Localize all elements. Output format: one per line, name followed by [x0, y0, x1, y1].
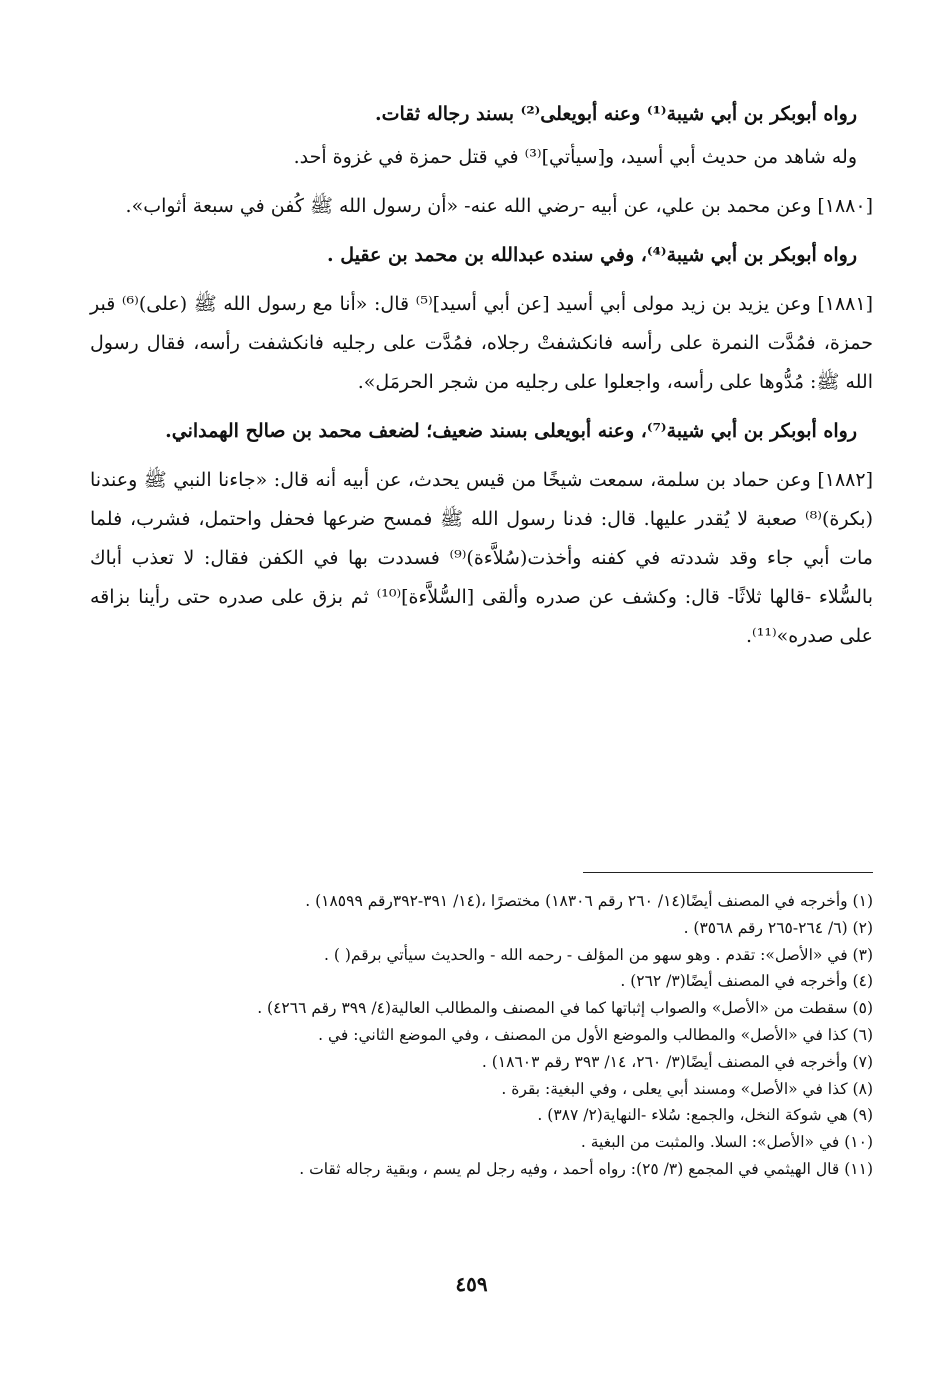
footnote-2: (٢) (٦/ ٢٦٤-٢٦٥ رقم ٣٥٦٨) .	[683, 918, 873, 937]
footnote-10: (١٠) في «الأصل»: السلا. والمثبت من البغية .	[580, 1133, 873, 1152]
footnote-separator	[583, 872, 873, 873]
footnote-8: (٨) كذا في «الأصل» ومسند أبي يعلى ، وفي البغية: بقرة .	[501, 1079, 873, 1098]
footnote-4: (٤) وأخرجه في المصنف أيضًا(٣/ ٢٦٢) .	[620, 972, 873, 991]
page-number: ٤٥٩	[455, 1272, 488, 1296]
footnote-11: (١١) قال الهيثمي في المجمع (٣/ ٢٥): رواه أحمد ، وفيه رجل لم يسم ، وبقية رجاله ثقات .	[299, 1159, 873, 1178]
paragraph-2: وله شاهد من حديث أبي أسيد، و[سيأتي]⁽³⁾ في قتل حمزة في غزوة أحد.	[293, 146, 857, 168]
hadith-1882: [١٨٨٢] وعن حماد بن سلمة، سمعت شيخًا من قيس يحدث، عن أبيه أنه قال: «جاءنا النبي ﷺ وعندنا (بكرة)⁽⁸⁾ صعبة لا يُقدر عليها. قال: فدنا رسول الله ﷺ فمسح ضرعها فحفل واحتمل، فشرب، فلما مات أبي جاء وقد شددته في كفنه وأخذت(سُلاَّءة)⁽⁹⁾ فسددت بها في الكفن فقال: لا تعذب أباك بالسُّلاء -قالها ثلاثًا- قال: وكشف عن صدره وألقى [السُّلاَّءة]⁽¹⁰⁾ ثم بزق على صدره حتى رأينا بزاقه على صدره»⁽¹¹⁾.	[90, 469, 873, 647]
paragraph-4: رواه أبوبكر بن أبي شيبة⁽⁴⁾، وفي سنده عبدالله بن محمد بن عقيل .	[327, 244, 857, 266]
footnote-3: (٣) في «الأصل»: تقدم . وهو سهو من المؤلف - رحمه الله - والحديث سيأتي برقم( ) .	[324, 945, 873, 964]
footnote-7: (٧) وأخرجه في المصنف أيضًا(٣/ ٢٦٠، ١٤/ ٣٩٣ رقم ١٨٦٠٣) .	[481, 1052, 873, 1071]
page-body	[90, 95, 873, 656]
hadith-1880: [١٨٨٠] وعن محمد بن علي، عن أبيه -رضي الله عنه- «أن رسول الله ﷺ كُفن في سبعة أثواب».	[125, 195, 873, 217]
footnote-6: (٦) كذا في «الأصل» والمطالب والموضع الأول من المصنف ، وفي الموضع الثاني: في .	[318, 1025, 873, 1044]
paragraph-1: رواه أبوبكر بن أبي شيبة⁽¹⁾ وعنه أبويعلى⁽²⁾ بسند رجاله ثقات.	[374, 103, 857, 125]
paragraph-6: رواه أبوبكر بن أبي شيبة⁽⁷⁾، وعنه أبويعلى بسند ضعيف؛ لضعف محمد بن صالح الهمداني.	[165, 420, 857, 442]
hadith-1881: [١٨٨١] وعن يزيد بن زيد مولى أبي أسيد [عن أبي أسيد]⁽⁵⁾ قال: «أنا مع رسول الله ﷺ (على)⁽⁶⁾ قبر حمزة، فمُدَّت النمرة على رأسه فانكشفتْ رجلاه، فمُدَّت على رجليه فانكشفت رأسه، فقال رسول الله ﷺ: مُدُّوها على رأسه، واجعلوا على رجليه من شجر الحرمَل».	[90, 293, 873, 393]
footnote-9: (٩) هي شوكة النخل، والجمع: سُلاء -النهاية(٢/ ٣٨٧) .	[537, 1106, 873, 1125]
main-text	[90, 95, 873, 656]
footnote-5: (٥) سقطت من «الأصل» والصواب إثباتها كما في المصنف والمطالب العالية(٤/ ٣٩٩ رقم ٤٢٦٦) .	[257, 999, 873, 1018]
footnote-1: (١) وأخرجه في المصنف أيضًا(١٤/ ٢٦٠ رقم ١٨٣٠٦) مختصرًا ،(١٤/ ٣٩١-٣٩٢رقم ١٨٥٩٩) .	[305, 892, 873, 910]
footnotes	[90, 888, 873, 1183]
